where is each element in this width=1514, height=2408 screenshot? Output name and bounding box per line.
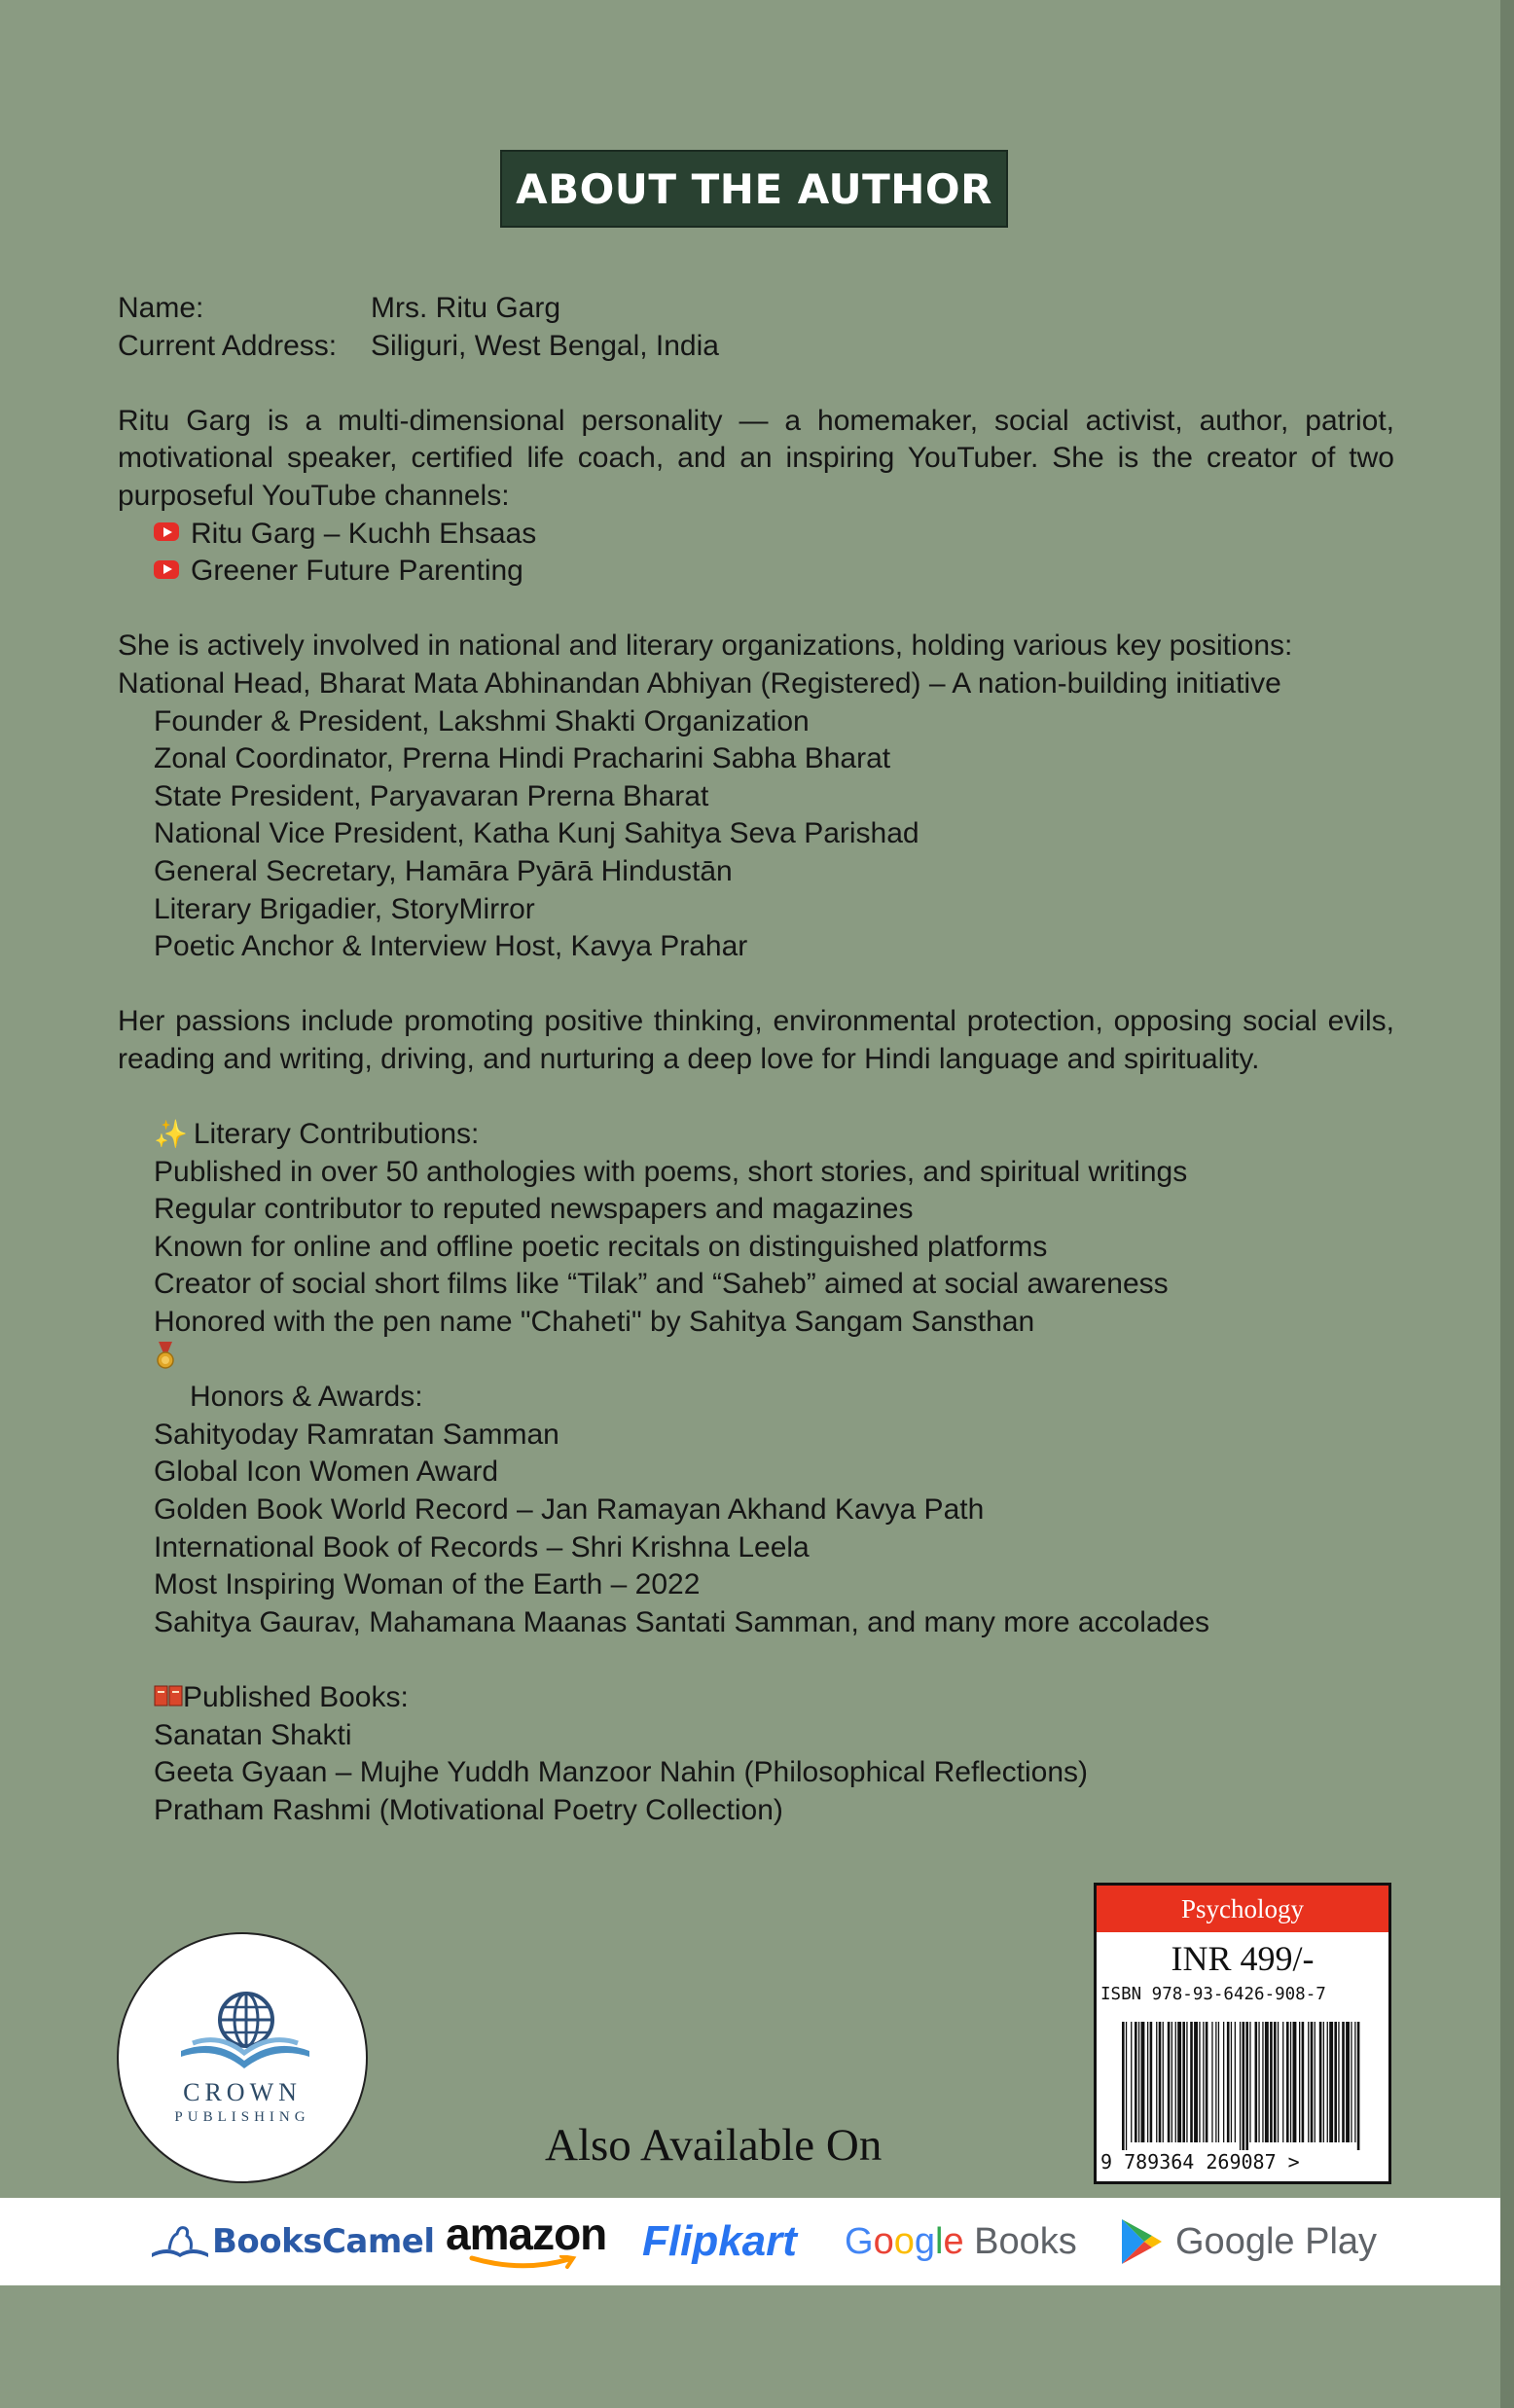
- genre-label: Psychology: [1097, 1886, 1388, 1932]
- org-item: Founder & President, Lakshmi Shakti Organization: [154, 704, 810, 737]
- books-heading: Published Books:: [118, 1679, 1394, 1717]
- barcode-bar: [1249, 2022, 1250, 2142]
- barcode-bar: [1199, 2022, 1200, 2142]
- google-books-label: Google Books: [845, 2220, 1077, 2262]
- bookscamel-logo-icon: [148, 2220, 212, 2263]
- org-item: National Head, Bharat Mata Abhinandan Abhiyan (Registered) – A nation-building initiative: [118, 666, 1281, 700]
- youtube-icon: [154, 560, 179, 579]
- barcode-bar: [1329, 2022, 1333, 2142]
- book-item: Sanatan Shakti: [154, 1718, 352, 1751]
- globe-icon: [119, 1934, 370, 2185]
- bookscamel-label: BooksCamel: [212, 2222, 435, 2261]
- youtube-icon: [154, 522, 179, 541]
- barcode-bar: [1270, 2022, 1273, 2142]
- intro-paragraph: Ritu Garg is a multi-dimensional personality — a homemaker, social activist, author, patriot, motivational speaker, certified life coach, and an inspiring YouTuber. She is the creator of two purposeful YouTube channels:: [118, 404, 1394, 512]
- barcode-bar: [1290, 2022, 1291, 2142]
- detail-label: Name:: [118, 292, 204, 324]
- literary-item: Published in over 50 anthologies with poems, short stories, and spiritual writings: [154, 1155, 1188, 1188]
- barcode-bar: [1168, 2022, 1171, 2142]
- medal-icon: [154, 1342, 177, 1371]
- barcode-bar: [1190, 2022, 1193, 2142]
- barcode-bar: [1357, 2022, 1360, 2150]
- barcode-bar: [1218, 2022, 1219, 2142]
- barcode-bar: [1327, 2022, 1328, 2142]
- barcode-bar: [1211, 2022, 1212, 2142]
- barcode-bar: [1323, 2022, 1324, 2142]
- barcode-image: [1122, 2022, 1365, 2150]
- store-flipkart[interactable]: [642, 2198, 797, 2285]
- honors-heading: Honors & Awards:: [190, 1381, 423, 1414]
- store-bookscamel[interactable]: [148, 2198, 435, 2285]
- barcode-bar: [1319, 2022, 1322, 2142]
- play-triangle-icon: [1119, 2216, 1164, 2267]
- detail-label: Current Address:: [118, 329, 338, 362]
- detail-value: Mrs. Ritu Garg: [371, 292, 561, 324]
- isbn-label: ISBN 978-93-6426-908-7: [1100, 1985, 1326, 2004]
- store-amazon[interactable]: [446, 2198, 606, 2285]
- price-label: INR 499/-: [1171, 1939, 1315, 1978]
- medal-row: [118, 1342, 1394, 1380]
- barcode-bar: [1223, 2022, 1224, 2142]
- flipkart-label: Flipkart: [642, 2217, 797, 2265]
- barcode-bar: [1342, 2022, 1345, 2142]
- amazon-label: amazon: [446, 2209, 607, 2259]
- barcode-bar: [1243, 2022, 1245, 2150]
- barcode-bar: [1240, 2022, 1241, 2150]
- book-item: Geeta Gyaan – Mujhe Yuddh Manzoor Nahin (Philosophical Reflections): [154, 1756, 1088, 1789]
- barcode-bar: [1163, 2022, 1164, 2142]
- barcode-bar: [1274, 2022, 1277, 2142]
- barcode-bar: [1227, 2022, 1230, 2142]
- literary-item: Known for online and offline poetic recitals on distinguished platforms: [154, 1230, 1048, 1263]
- store-google-play[interactable]: [1119, 2198, 1377, 2285]
- honor-item: Sahityoday Ramratan Samman: [154, 1418, 559, 1451]
- barcode-bar: [1282, 2022, 1283, 2142]
- literary-item: Regular contributor to reputed newspapers and magazines: [154, 1193, 914, 1226]
- google-play-label: Google Play: [1175, 2220, 1378, 2262]
- barcode-bar: [1215, 2022, 1216, 2142]
- barcode-bar: [1206, 2022, 1208, 2142]
- barcode-bar: [1265, 2022, 1269, 2142]
- amazon-smile-icon: [464, 2255, 581, 2271]
- also-available-heading: Also Available On: [545, 2120, 883, 2171]
- barcode-bar: [1231, 2022, 1232, 2142]
- barcode-bar: [1354, 2022, 1355, 2142]
- barcode-bar: [1286, 2022, 1289, 2142]
- author-bio: [118, 290, 1394, 1829]
- barcode-bar: [1175, 2022, 1176, 2142]
- org-item: Poetic Anchor & Interview Host, Kavya Prahar: [154, 930, 748, 963]
- barcode-bar: [1255, 2022, 1258, 2142]
- barcode-bar: [1299, 2022, 1300, 2142]
- channel-item: Greener Future Parenting: [118, 553, 1394, 591]
- honor-item: Most Inspiring Woman of the Earth – 2022: [154, 1568, 701, 1601]
- org-item: Literary Brigadier, StoryMirror: [154, 892, 535, 925]
- barcode-bar: [1308, 2022, 1309, 2142]
- book-item: Pratham Rashmi (Motivational Poetry Collection): [154, 1793, 783, 1826]
- barcode-bar: [1338, 2022, 1339, 2142]
- barcode-bar: [1147, 2022, 1148, 2142]
- stores-strip: [0, 2198, 1500, 2285]
- literary-heading: ✨ Literary Contributions:: [118, 1116, 1394, 1154]
- sparkles-icon: ✨: [154, 1119, 188, 1150]
- barcode-bar: [1351, 2022, 1352, 2142]
- org-item: State President, Paryavaran Prerna Bharat: [154, 779, 709, 812]
- literary-item: Creator of social short films like “Tilak” and “Saheb” aimed at social awareness: [154, 1268, 1169, 1301]
- barcode-bar: [1135, 2022, 1137, 2142]
- google-wordmark: Google: [845, 2220, 964, 2262]
- barcode-bar: [1278, 2022, 1279, 2142]
- org-item: Zonal Coordinator, Prerna Hindi Pracharini Sabha Bharat: [154, 742, 891, 775]
- detail-address: [118, 328, 1394, 366]
- barcode-bar: [1150, 2022, 1153, 2142]
- barcode-bar: [1141, 2022, 1145, 2142]
- barcode-bar: [1315, 2022, 1316, 2142]
- cover-edge: [1500, 0, 1514, 2408]
- honor-item: Global Icon Women Award: [154, 1456, 499, 1489]
- title-banner: [500, 150, 1008, 228]
- barcode-bar: [1194, 2022, 1198, 2142]
- barcode-bar: [1334, 2022, 1337, 2142]
- barcode-bar: [1262, 2022, 1263, 2142]
- barcode-bar: [1177, 2022, 1181, 2142]
- store-google-books[interactable]: [845, 2198, 1077, 2285]
- publisher-name: CROWN: [183, 2078, 302, 2106]
- books-icon: [154, 1683, 183, 1708]
- barcode-bar: [1293, 2022, 1297, 2142]
- barcode-bar: [1346, 2022, 1350, 2142]
- publisher-subtitle: PUBLISHING: [174, 2109, 310, 2125]
- barcode-bar: [1245, 2022, 1248, 2150]
- barcode-bar: [1186, 2022, 1187, 2142]
- orgs-intro: She is actively involved in national and literary organizations, holding various key positions:: [118, 629, 1293, 663]
- honor-item: Sahitya Gaurav, Mahamana Maanas Santati Samman, and many more accolades: [154, 1605, 1210, 1638]
- passions-paragraph: Her passions include promoting positive thinking, environmental protection, opposing social evils, reading and writing, driving, and nurturing a deep love for Hindi language and spirituality.: [118, 1005, 1394, 1075]
- barcode-bar: [1138, 2022, 1139, 2142]
- detail-name: [118, 290, 1394, 328]
- barcode-bar: [1311, 2022, 1314, 2142]
- barcode-bar: [1126, 2022, 1127, 2150]
- honor-item: International Book of Records – Shri Krishna Leela: [154, 1530, 810, 1563]
- barcode-bar: [1258, 2022, 1259, 2142]
- literary-item: Honored with the pen name "Chaheti" by Sahitya Sangam Sansthan: [154, 1306, 1035, 1339]
- org-item: National Vice President, Katha Kunj Sahitya Seva Parishad: [154, 817, 919, 850]
- price-barcode-block: [1094, 1883, 1391, 2184]
- barcode-bar: [1131, 2022, 1132, 2142]
- honor-item: Golden Book World Record – Jan Ramayan Akhand Kavya Path: [154, 1493, 985, 1526]
- barcode-bar: [1122, 2022, 1125, 2150]
- publisher-logo: [117, 1932, 368, 2183]
- barcode-bar: [1203, 2022, 1204, 2142]
- barcode-bar: [1182, 2022, 1185, 2142]
- page-title: ABOUT THE AUTHOR: [516, 164, 992, 213]
- channel-item: Ritu Garg – Kuchh Ehsaas: [118, 516, 1394, 554]
- org-item: General Secretary, Hamāra Pyārā Hindustān: [154, 854, 733, 887]
- barcode-bar: [1156, 2022, 1157, 2142]
- barcode-bar: [1159, 2022, 1162, 2142]
- barcode-bar: [1302, 2022, 1305, 2142]
- barcode-bar: [1235, 2022, 1236, 2142]
- detail-value: Siliguri, West Bengal, India: [371, 329, 719, 362]
- barcode-number: 9 789364 269087 >: [1100, 2150, 1300, 2174]
